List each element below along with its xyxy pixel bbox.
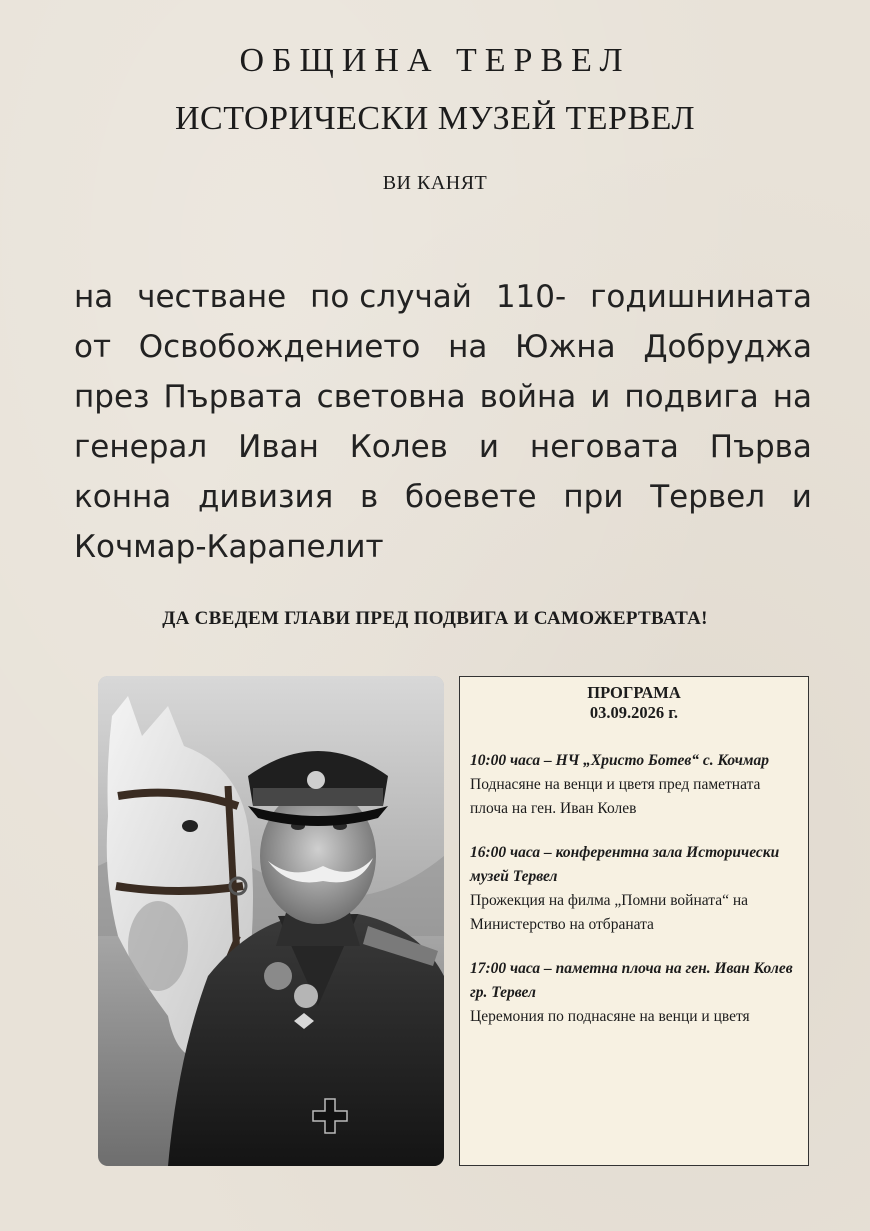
body-word: боевете xyxy=(405,479,537,515)
invitation-body xyxy=(74,272,812,572)
body-word: Добруджа xyxy=(643,329,812,365)
entry-time-place: 17:00 часа – паметна плоча на ген. Иван Колев гр. Тервел xyxy=(470,960,793,1001)
museum-title: ИСТОРИЧЕСКИ МУЗЕЙ ТЕРВЕЛ xyxy=(174,100,696,137)
entry-time-place: 10:00 часа – НЧ „Христо Ботев“ с. Кочмар xyxy=(470,752,770,769)
body-word: генерал xyxy=(74,429,208,465)
program-entry xyxy=(470,957,798,1029)
slogan: ДА СВЕДЕМ ГЛАВИ ПРЕД ПОДВИГА И САМОЖЕРТВАТА! xyxy=(162,608,708,629)
program-entry xyxy=(470,841,798,937)
body-word: Първата xyxy=(163,379,303,415)
body-word: Кочмар-Карапелит xyxy=(74,529,384,565)
body-word: и xyxy=(478,429,499,465)
body-word: неговата xyxy=(529,429,679,465)
program-date: 03.09.2026 г. xyxy=(589,703,679,722)
body-word: конна xyxy=(74,479,172,515)
entry-description: Поднасяне на венци и цветя пред паметната плоча на ген. Иван Колев xyxy=(470,776,761,817)
body-word: честване xyxy=(137,279,287,315)
body-word: и xyxy=(791,479,812,515)
body-word: при xyxy=(563,479,624,515)
body-word: Колев xyxy=(349,429,448,465)
body-line xyxy=(74,522,812,572)
entry-description: Церемония по поднасяне на венци и цветя xyxy=(470,1008,750,1025)
body-word: Иван xyxy=(238,429,319,465)
organization-title: ОБЩИНА ТЕРВЕЛ xyxy=(239,42,631,79)
body-word: по случай xyxy=(310,279,472,315)
entry-time-place: 16:00 часа – конферентна зала Исторически музей Тервел xyxy=(470,844,780,885)
program-entry xyxy=(470,749,798,821)
invite-line: ВИ КАНЯТ xyxy=(382,172,488,194)
body-word: Тервел xyxy=(650,479,766,515)
body-word: и xyxy=(590,379,611,415)
body-word: Южна xyxy=(514,329,616,365)
body-word: през xyxy=(74,379,150,415)
body-line xyxy=(74,372,812,422)
body-line xyxy=(74,322,812,372)
body-word: от xyxy=(74,329,112,365)
body-line xyxy=(74,472,812,522)
program-title: ПРОГРАМА xyxy=(587,683,681,702)
body-word: Първа xyxy=(709,429,812,465)
portrait-illustration xyxy=(98,676,444,1166)
body-word: подвига xyxy=(624,379,759,415)
body-word: на xyxy=(772,379,812,415)
body-word: световна xyxy=(316,379,466,415)
body-word: годишнината xyxy=(590,279,812,315)
entry-description: Прожекция на филма „Помни войната“ на Министерство на отбраната xyxy=(470,892,749,933)
body-word: дивизия xyxy=(197,479,334,515)
body-word: 110- xyxy=(495,279,567,315)
body-word: на xyxy=(448,329,488,365)
body-word: на xyxy=(74,279,114,315)
body-word: Освобождението xyxy=(138,329,421,365)
body-line xyxy=(74,422,812,472)
body-word: в xyxy=(359,479,379,515)
body-line xyxy=(74,272,812,322)
program-box xyxy=(459,676,809,1166)
general-portrait-photo xyxy=(98,676,444,1166)
body-word: война xyxy=(479,379,577,415)
